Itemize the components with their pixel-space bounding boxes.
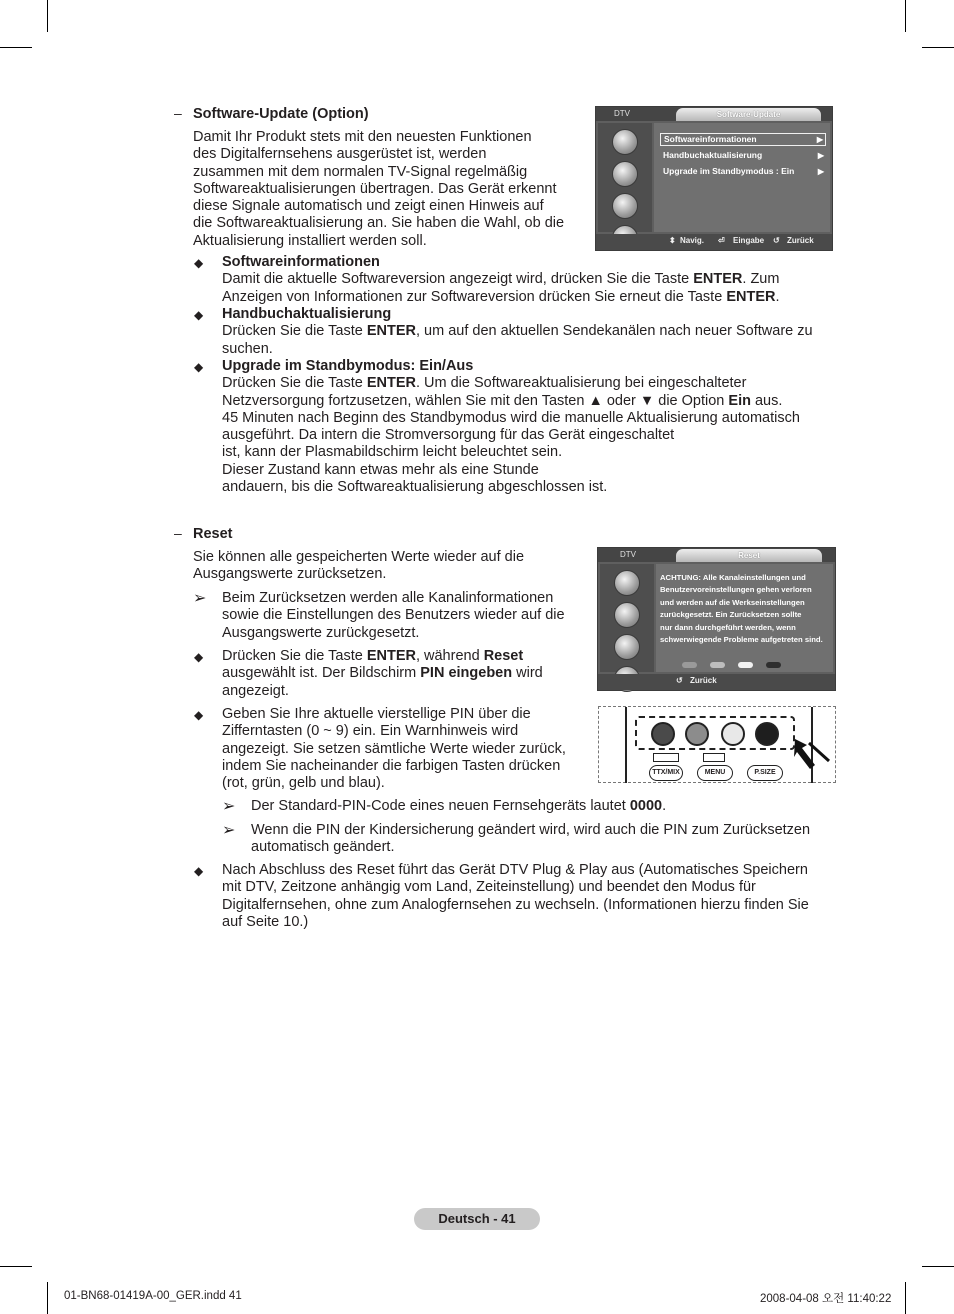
item-line: andauern, bis die Softwareaktualisierung abgeschlossen ist. [222, 479, 608, 496]
navigate-arrows-icon: ⬍ [669, 236, 676, 245]
pin-indicator [710, 662, 725, 668]
osd-reset-screen [597, 547, 836, 691]
diamond-bullet-icon: ◆ [194, 650, 204, 664]
intro-line: diese Signale automatisch und zeigt einen Hinweis auf [193, 198, 544, 215]
section-dash: – [174, 105, 182, 121]
osd-foot-navig: Navig. [680, 236, 705, 245]
crop-mark [922, 1266, 954, 1267]
crop-mark [0, 1266, 32, 1267]
arrow-right-icon: ▶ [816, 135, 823, 144]
note-arrow-icon: ➢ [193, 590, 207, 607]
warning-line: zurückgesetzt. Ein Zurücksetzen sollte [660, 610, 802, 620]
warning-line: Benutzervoreinstellungen gehen verloren [660, 585, 812, 595]
intro-line: die Softwareaktualisierung an. Sie haben die Wahl, ob die [193, 215, 565, 232]
print-slug-date: 2008-04-08 오전 11:40:22 [760, 1293, 892, 1305]
pin-indicator [766, 662, 781, 668]
item-heading: Upgrade im Standbymodus: Ein/Aus [222, 358, 474, 374]
osd-row-label: Upgrade im Standbymodus : Ein [663, 166, 795, 176]
section-title-reset: Reset [193, 526, 233, 542]
osd-content [654, 123, 830, 232]
osd-dtv-label: DTV [614, 109, 630, 118]
intro-line: Ausgangswerte zurücksetzen. [193, 566, 387, 583]
bullet-line: mit DTV, Zeitzone anhängig vom Land, Zeiteinstellung) und beendet den Modus für [222, 879, 756, 896]
item-heading: Handbuchaktualisierung [222, 306, 392, 322]
reset-note-2 [251, 798, 666, 815]
diamond-bullet-icon: ◆ [194, 308, 204, 322]
item-line: ist, kann der Plasmabildschirm leicht beleuchtet sein. [222, 444, 563, 461]
osd-tab-title: Software-Update [676, 108, 821, 121]
section-dash: – [174, 525, 182, 541]
crop-mark [922, 47, 954, 48]
warning-line: ACHTUNG: Alle Kanaleinstellungen und [660, 573, 806, 582]
arrow-right-icon: ▶ [817, 151, 824, 160]
channel-menu-icon [612, 161, 638, 187]
intro-line: Softwareaktualisierungen übertragen. Das Gerät erkennt [193, 180, 557, 197]
note-line: Der Standard-PIN-Code eines neuen Fernsehgeräts lautet 0000. [251, 798, 667, 814]
osd-software-update-screen [595, 106, 833, 251]
crop-mark [47, 0, 48, 32]
warning-line: und werden auf die Werkseinstellungen [660, 597, 805, 607]
reset-intro [193, 549, 524, 584]
bullet-line: angezeigt. Sie setzen sämtliche Werte wieder zurück, [222, 740, 566, 757]
return-icon: ↺ [676, 676, 683, 685]
pin-indicator [682, 662, 697, 668]
note-line: Ausgangswerte zurückgesetzt. [222, 624, 420, 641]
psize-button[interactable]: P.SIZE [747, 765, 783, 781]
note-line: automatisch geändert. [251, 839, 395, 856]
section-title-software-update: Software-Update (Option) [193, 106, 369, 122]
intro-line: Aktualisierung installiert werden soll. [193, 232, 427, 249]
item-line: Anzeigen von Informationen zur Softwareversion drücken Sie erneut die Taste ENTER. [222, 288, 780, 305]
item-line: Dieser Zustand kann etwas mehr als eine Stunde [222, 461, 539, 478]
osd-foot-back: Zurück [787, 236, 814, 245]
osd-menu-row-softwareinformationen[interactable] [660, 133, 826, 146]
page-number-pill: Deutsch - 41 [414, 1208, 540, 1230]
crop-mark [905, 1282, 906, 1314]
bullet-line: ausgewählt ist. Der Bildschirm PIN eingeben wird [222, 665, 543, 682]
crop-mark [905, 0, 906, 32]
item-line: suchen. [222, 340, 273, 357]
crop-mark [47, 1282, 48, 1314]
note-line: Wenn die PIN der Kindersicherung geändert wird, wird auch die PIN zum Zurücksetzen [251, 822, 811, 838]
return-icon: ↺ [773, 236, 780, 245]
ttx-mix-button[interactable]: TTX/MIX [649, 765, 683, 781]
item-upgrade-standbymodus [222, 358, 800, 496]
red-button[interactable] [651, 722, 675, 746]
diamond-bullet-icon: ◆ [194, 708, 204, 722]
reset-warning-text [660, 572, 831, 646]
bullet-line: Drücken Sie die Taste ENTER, während Reset [222, 648, 524, 664]
reset-bullet-3 [222, 862, 809, 931]
warning-line: nur dann durchgeführt werden, wenn [660, 622, 796, 632]
enter-icon: ⏎ [718, 236, 725, 245]
intro-line: des Digitalfernsehens ausgerüstet ist, werden [193, 146, 487, 163]
bullet-line: Nach Abschluss des Reset führt das Gerät DTV Plug & Play aus (Automatisches Speichern [222, 862, 808, 878]
picture-menu-icon [612, 129, 638, 155]
setup-gear-icon [612, 193, 638, 219]
osd-sidebar [600, 564, 654, 672]
channel-menu-icon [614, 602, 640, 628]
bullet-line: Digitalfernsehen, ohne zum Analogfernsehen zu wechseln. (Informationen hierzu finden Sie [222, 896, 809, 913]
osd-row-label: Softwareinformationen [664, 134, 757, 144]
osd-content [656, 564, 833, 672]
bullet-line: angezeigt. [222, 682, 289, 699]
pointing-hand-icon [793, 735, 833, 771]
item-line: ausgeführt. Da intern die Stromversorgung für das Gerät eingeschaltet [222, 427, 675, 444]
bullet-line: Zifferntasten (0 ~ 9) ein. Ein Warnhinweis wird [222, 723, 519, 740]
picture-menu-icon [614, 570, 640, 596]
remote-control-illustration [598, 706, 836, 783]
reset-note-1 [222, 590, 565, 642]
reset-bullet-2 [222, 706, 566, 792]
osd-tab-title: Reset [676, 549, 822, 562]
osd-sidebar [598, 123, 652, 232]
bullet-line: (rot, grün, gelb und blau). [222, 775, 385, 792]
note-arrow-icon: ➢ [222, 822, 236, 839]
print-slug-file: 01-BN68-01419A-00_GER.indd 41 [64, 1290, 242, 1302]
diamond-bullet-icon: ◆ [194, 864, 204, 878]
intro-line: Damit Ihr Produkt stets mit den neuesten Funktionen [193, 129, 532, 145]
diamond-bullet-icon: ◆ [194, 360, 204, 374]
osd-menu-row-handbuchaktualisierung[interactable] [660, 149, 826, 162]
diamond-bullet-icon: ◆ [194, 256, 204, 270]
setup-gear-icon [614, 634, 640, 660]
osd-foot-back: Zurück [690, 676, 717, 685]
crop-mark [0, 47, 32, 48]
teletext-index-icon [703, 753, 725, 762]
item-heading: Softwareinformationen [222, 254, 380, 270]
osd-footer [596, 234, 832, 250]
item-handbuchaktualisierung [222, 306, 813, 358]
pin-indicator [738, 662, 753, 668]
osd-foot-enter: Eingabe [733, 236, 765, 245]
bullet-line: indem Sie nacheinander die farbigen Tasten drücken [222, 757, 561, 774]
arrow-right-icon: ▶ [817, 167, 824, 176]
bullet-line: Geben Sie Ihre aktuelle vierstellige PIN über die [222, 706, 531, 722]
item-line: Netzversorgung fortzusetzen, wählen Sie mit den Tasten ▲ oder ▼ die Option Ein aus. [222, 392, 783, 409]
osd-row-label: Handbuchaktualisierung [663, 150, 763, 160]
item-line: Drücken Sie die Taste ENTER, um auf den aktuellen Sendekanälen nach neuer Software zu [222, 323, 813, 340]
teletext-icon [653, 753, 679, 762]
yellow-button[interactable] [721, 722, 745, 746]
green-button[interactable] [685, 722, 709, 746]
note-line: sowie die Einstellungen des Benutzers wieder auf die [222, 607, 565, 624]
item-line: Drücken Sie die Taste ENTER. Um die Softwareaktualisierung bei eingeschalteter [222, 375, 747, 392]
intro-line: Sie können alle gespeicherten Werte wieder auf die [193, 549, 525, 565]
osd-footer [598, 674, 835, 690]
item-line: 45 Minuten nach Beginn des Standbymodus wird die manuelle Aktualisierung automatisch [222, 409, 800, 426]
osd-dtv-label: DTV [620, 550, 636, 559]
item-softwareinformationen [222, 254, 780, 306]
item-line: Damit die aktuelle Softwareversion angezeigt wird, drücken Sie die Taste ENTER. Zum [222, 271, 780, 288]
bullet-line: auf Seite 10.) [222, 913, 309, 930]
software-update-intro [193, 129, 564, 250]
intro-line: zusammen mit dem normalen TV-Signal regelmäßig [193, 163, 528, 180]
reset-note-3 [251, 822, 810, 857]
reset-bullet-1 [222, 648, 543, 700]
blue-button[interactable] [755, 722, 779, 746]
warning-line: schwerwiegende Probleme aufgetreten sind. [660, 635, 823, 645]
menu-button[interactable]: MENU [697, 765, 733, 781]
note-line: Beim Zurücksetzen werden alle Kanalinformationen [222, 590, 554, 606]
osd-menu-row-upgrade-standby[interactable] [660, 165, 826, 178]
note-arrow-icon: ➢ [222, 798, 236, 815]
